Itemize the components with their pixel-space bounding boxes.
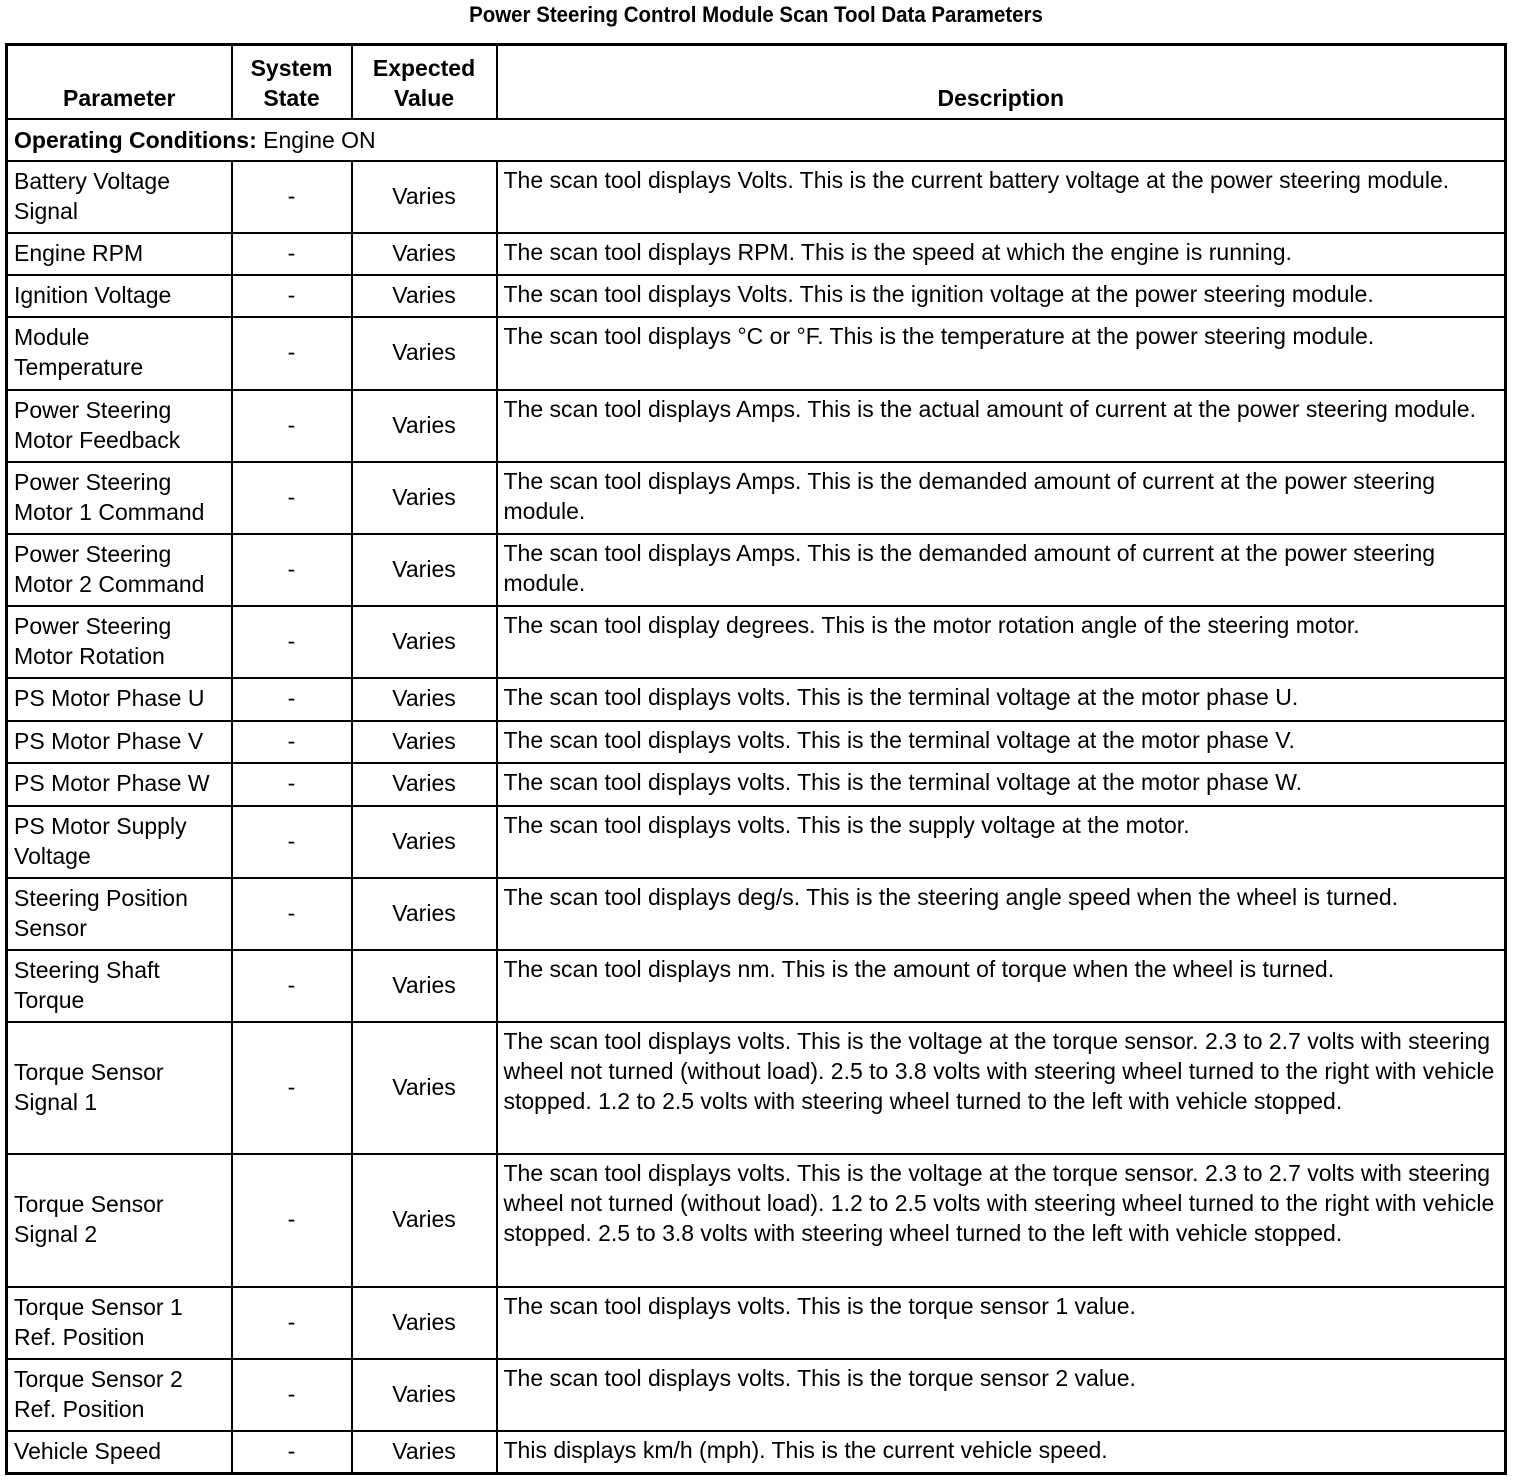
parameter-cell: Torque Sensor 1 Ref. Position	[7, 1287, 232, 1359]
table-header-row	[7, 45, 1506, 119]
table-row	[7, 390, 1506, 462]
system-state-cell: -	[232, 606, 352, 678]
description-cell: The scan tool displays Volts. This is the current battery voltage at the power steering module.	[497, 161, 1506, 233]
operating-conditions-row	[7, 119, 1506, 161]
operating-conditions-value: Engine ON	[256, 126, 376, 153]
table-row	[7, 1431, 1506, 1474]
operating-conditions-label: Operating Conditions:	[14, 126, 257, 153]
description-cell: The scan tool displays Amps. This is the demanded amount of current at the power steering module.	[497, 534, 1506, 606]
expected-value-cell: Varies	[352, 721, 497, 763]
table-row	[7, 763, 1506, 806]
expected-value-cell: Varies	[352, 1154, 497, 1287]
description-cell: The scan tool displays volts. This is the supply voltage at the motor.	[497, 806, 1506, 878]
expected-value-cell: Varies	[352, 390, 497, 462]
system-state-cell: -	[232, 275, 352, 317]
description-cell: The scan tool displays volts. This is the terminal voltage at the motor phase W.	[497, 763, 1506, 806]
system-state-cell: -	[232, 721, 352, 763]
expected-value-cell: Varies	[352, 763, 497, 806]
description-cell: The scan tool displays deg/s. This is the steering angle speed when the wheel is turned.	[497, 878, 1506, 950]
system-state-cell: -	[232, 161, 352, 233]
table-row	[7, 1287, 1506, 1359]
parameter-cell: Power Steering Motor 1 Command	[7, 462, 232, 534]
description-cell: The scan tool displays volts. This is the torque sensor 2 value.	[497, 1359, 1506, 1431]
expected-value-cell: Varies	[352, 878, 497, 950]
table-row	[7, 721, 1506, 763]
expected-value-cell: Varies	[352, 950, 497, 1022]
parameter-cell: Module Temperature	[7, 317, 232, 390]
parameter-cell: Torque Sensor Signal 2	[7, 1154, 232, 1287]
table-row	[7, 678, 1506, 721]
parameter-cell: Power Steering Motor Rotation	[7, 606, 232, 678]
system-state-cell: -	[232, 390, 352, 462]
header-system-state: System State	[232, 45, 352, 119]
expected-value-cell: Varies	[352, 678, 497, 721]
system-state-cell: -	[232, 233, 352, 275]
expected-value-cell: Varies	[352, 1287, 497, 1359]
parameter-cell: Steering Shaft Torque	[7, 950, 232, 1022]
table-row	[7, 950, 1506, 1022]
header-description: Description	[497, 45, 1506, 119]
parameter-cell: PS Motor Phase U	[7, 678, 232, 721]
system-state-cell: -	[232, 950, 352, 1022]
system-state-cell: -	[232, 317, 352, 390]
table-row	[7, 233, 1506, 275]
description-cell: The scan tool displays Amps. This is the demanded amount of current at the power steering module.	[497, 462, 1506, 534]
parameter-cell: PS Motor Supply Voltage	[7, 806, 232, 878]
description-cell: The scan tool displays Volts. This is the ignition voltage at the power steering module.	[497, 275, 1506, 317]
system-state-cell: -	[232, 1154, 352, 1287]
parameter-cell: Battery Voltage Signal	[7, 161, 232, 233]
description-cell: The scan tool displays Amps. This is the actual amount of current at the power steering module.	[497, 390, 1506, 462]
table-row	[7, 878, 1506, 950]
description-cell: The scan tool displays volts. This is the terminal voltage at the motor phase U.	[497, 678, 1506, 721]
page-title: Power Steering Control Module Scan Tool Data Parameters	[469, 2, 1043, 27]
system-state-cell: -	[232, 1359, 352, 1431]
system-state-cell: -	[232, 678, 352, 721]
expected-value-cell: Varies	[352, 275, 497, 317]
system-state-cell: -	[232, 1287, 352, 1359]
expected-value-cell: Varies	[352, 161, 497, 233]
system-state-cell: -	[232, 806, 352, 878]
expected-value-cell: Varies	[352, 233, 497, 275]
parameter-cell: PS Motor Phase V	[7, 721, 232, 763]
description-cell: The scan tool displays volts. This is the torque sensor 1 value.	[497, 1287, 1506, 1359]
system-state-cell: -	[232, 878, 352, 950]
expected-value-cell: Varies	[352, 317, 497, 390]
table-row	[7, 317, 1506, 390]
parameter-cell: Ignition Voltage	[7, 275, 232, 317]
table-row	[7, 275, 1506, 317]
description-cell: The scan tool displays nm. This is the amount of torque when the wheel is turned.	[497, 950, 1506, 1022]
system-state-cell: -	[232, 1022, 352, 1154]
header-expected-value: Expected Value	[352, 45, 497, 119]
scan-tool-data-table	[5, 43, 1507, 1475]
parameter-cell: Power Steering Motor Feedback	[7, 390, 232, 462]
parameter-cell: Steering Position Sensor	[7, 878, 232, 950]
table-row	[7, 161, 1506, 233]
expected-value-cell: Varies	[352, 606, 497, 678]
system-state-cell: -	[232, 1431, 352, 1474]
expected-value-cell: Varies	[352, 1359, 497, 1431]
description-cell: The scan tool displays volts. This is the voltage at the torque sensor. 2.3 to 2.7 volts with steering wheel not turned (without load). 1.2 to 2.5 volts with steering wheel turned to the right with vehicle stopped. 2.5 to 3.8 volts with steering wheel turned to the left with vehicle stopped.	[497, 1154, 1506, 1287]
table-row	[7, 1022, 1506, 1154]
description-cell: The scan tool display degrees. This is the motor rotation angle of the steering motor.	[497, 606, 1506, 678]
expected-value-cell: Varies	[352, 1022, 497, 1154]
parameter-cell: Vehicle Speed	[7, 1431, 232, 1474]
table-row	[7, 606, 1506, 678]
description-cell: This displays km/h (mph). This is the current vehicle speed.	[497, 1431, 1506, 1474]
description-cell: The scan tool displays volts. This is the terminal voltage at the motor phase V.	[497, 721, 1506, 763]
system-state-cell: -	[232, 462, 352, 534]
table-row	[7, 1154, 1506, 1287]
parameter-cell: Engine RPM	[7, 233, 232, 275]
table-row	[7, 462, 1506, 534]
parameter-cell: Torque Sensor 2 Ref. Position	[7, 1359, 232, 1431]
table-row	[7, 1359, 1506, 1431]
system-state-cell: -	[232, 534, 352, 606]
expected-value-cell: Varies	[352, 806, 497, 878]
expected-value-cell: Varies	[352, 462, 497, 534]
parameter-cell: Torque Sensor Signal 1	[7, 1022, 232, 1154]
description-cell: The scan tool displays volts. This is the voltage at the torque sensor. 2.3 to 2.7 volts with steering wheel not turned (without load). 2.5 to 3.8 volts with steering wheel turned to the right with vehicle stopped. 1.2 to 2.5 volts with steering wheel turned to the left with vehicle stopped.	[497, 1022, 1506, 1154]
table-row	[7, 534, 1506, 606]
system-state-cell: -	[232, 763, 352, 806]
parameter-cell: Power Steering Motor 2 Command	[7, 534, 232, 606]
parameter-cell: PS Motor Phase W	[7, 763, 232, 806]
table-row	[7, 806, 1506, 878]
description-cell: The scan tool displays °C or °F. This is the temperature at the power steering module.	[497, 317, 1506, 390]
header-parameter: Parameter	[7, 45, 232, 119]
expected-value-cell: Varies	[352, 534, 497, 606]
description-cell: The scan tool displays RPM. This is the speed at which the engine is running.	[497, 233, 1506, 275]
expected-value-cell: Varies	[352, 1431, 497, 1474]
